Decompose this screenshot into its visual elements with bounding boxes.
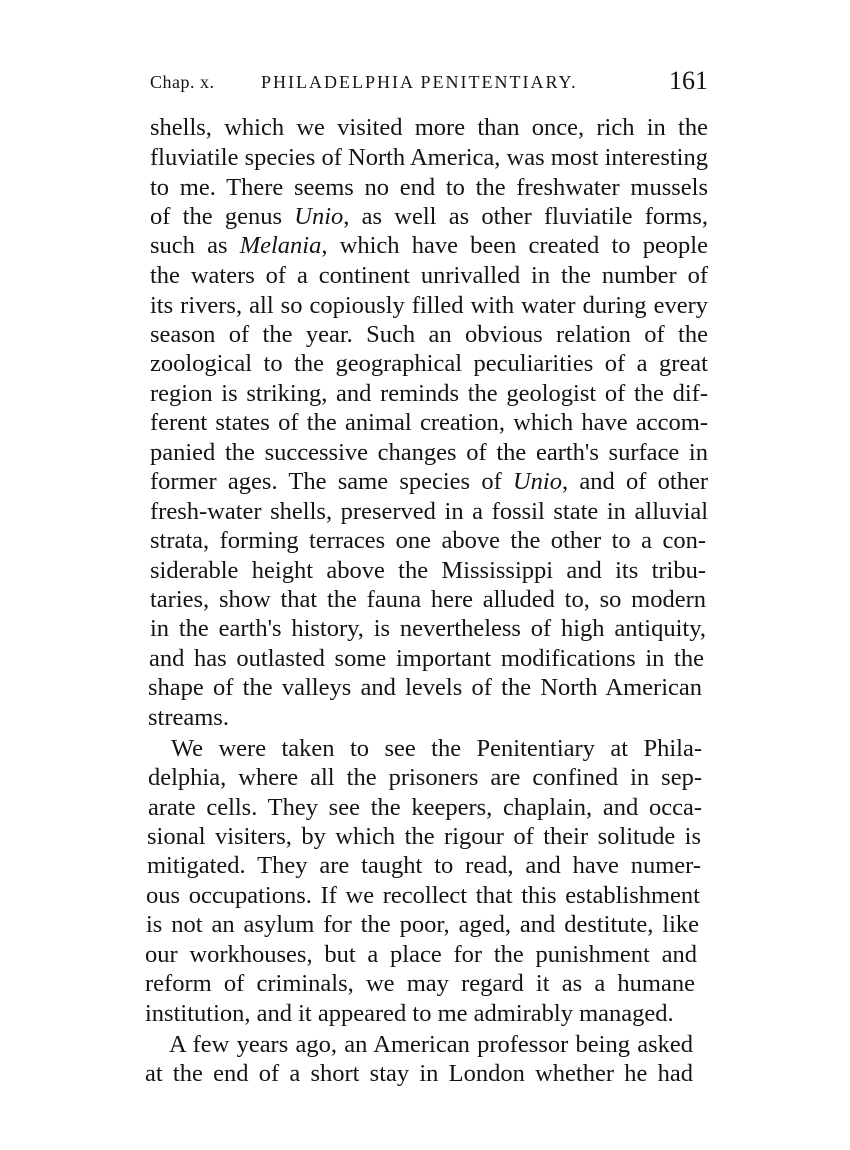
- text-line: ferent states of the animal creation, which have accom-: [150, 409, 708, 436]
- genus-name: Melania: [239, 232, 322, 259]
- running-title: PHILADELPHIA PENITENTIARY.: [261, 72, 578, 92]
- text-line: such as Melania, which have been created to people: [150, 232, 708, 259]
- text-line: taries, show that the fauna here alluded to, so modern: [150, 586, 706, 613]
- chapter-label: Chap. x.: [150, 72, 215, 92]
- text-line: shells, which we visited more than once, rich in the: [150, 114, 708, 141]
- text-line: panied the successive changes of the earth's surface in: [150, 439, 708, 466]
- text-line: season of the year. Such an obvious relation of the: [150, 321, 708, 348]
- text-line: zoological to the geographical peculiarities of a great: [150, 350, 708, 377]
- text-line: shape of the valleys and levels of the North American: [148, 674, 702, 701]
- text-line: ous occupations. If we recollect that this establishment: [146, 882, 700, 909]
- page-number: 161: [669, 66, 708, 95]
- text-line: its rivers, all so copiously filled with water during every: [150, 292, 708, 319]
- text-line: We were taken to see the Penitentiary at Phila-: [171, 735, 702, 762]
- text-line: fresh-water shells, preserved in a fossil state in alluvial: [150, 498, 708, 525]
- genus-name: Unio: [512, 468, 562, 495]
- text-line: at the end of a short stay in London whether he had: [145, 1060, 693, 1087]
- text-line: of the genus Unio, as well as other fluviatile forms,: [150, 203, 708, 230]
- text-line: former ages. The same species of Unio, and of other: [150, 468, 708, 495]
- text-line: and has outlasted some important modifications in the: [149, 645, 704, 672]
- text-line: streams.: [148, 704, 229, 731]
- text-line: is not an asylum for the poor, aged, and destitute, like: [146, 911, 699, 938]
- text-line: mitigated. They are taught to read, and have numer-: [147, 852, 701, 879]
- text-line: our workhouses, but a place for the punishment and: [145, 941, 697, 968]
- text-line: region is striking, and reminds the geologist of the dif-: [150, 380, 708, 407]
- text-line: institution, and it appeared to me admirably managed.: [145, 1000, 674, 1027]
- text-line: reform of criminals, we may regard it as a humane: [145, 970, 695, 997]
- text-line: fluviatile species of North America, was most interesting: [150, 144, 708, 171]
- genus-name: Unio: [294, 203, 344, 230]
- text-line: sional visiters, by which the rigour of their solitude is: [147, 823, 701, 850]
- running-header: [150, 66, 708, 106]
- text-line: A few years ago, an American professor being asked: [169, 1031, 693, 1058]
- text-line: strata, forming terraces one above the other to a con-: [150, 527, 706, 554]
- text-line: siderable height above the Mississippi and its tribu-: [150, 557, 706, 584]
- text-line: to me. There seems no end to the freshwater mussels: [150, 174, 708, 201]
- text-line: the waters of a continent unrivalled in the number of: [150, 262, 708, 289]
- text-line: arate cells. They see the keepers, chaplain, and occa-: [148, 794, 702, 821]
- text-line: delphia, where all the prisoners are confined in sep-: [148, 764, 702, 791]
- text-line: in the earth's history, is nevertheless of high antiquity,: [150, 615, 706, 642]
